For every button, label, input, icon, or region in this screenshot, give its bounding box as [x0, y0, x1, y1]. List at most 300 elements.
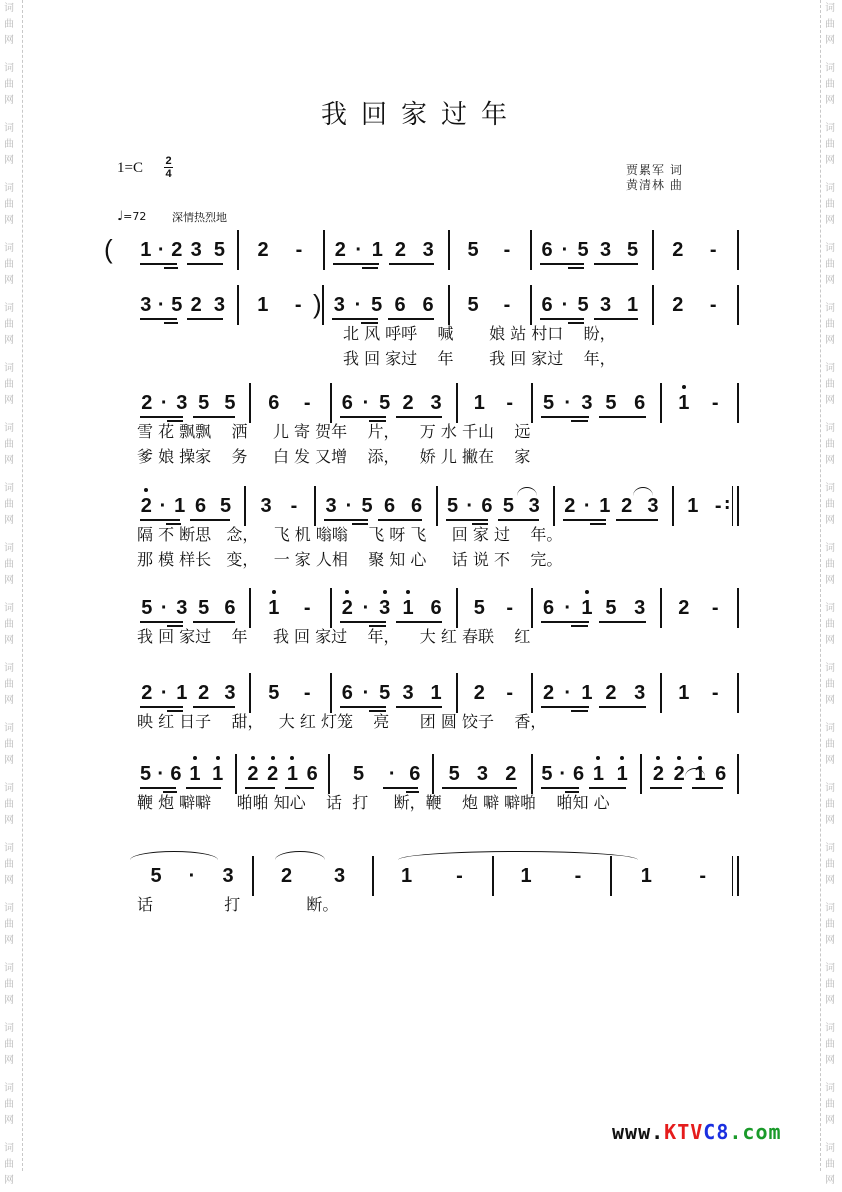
note: 1	[678, 682, 690, 704]
note: 5	[379, 392, 391, 414]
beam-underline	[599, 706, 647, 708]
augmentation-dot: ·	[160, 392, 168, 414]
note: 3	[224, 682, 236, 704]
note: 2	[171, 239, 183, 261]
note: 3	[140, 294, 152, 316]
dash: -	[303, 597, 311, 619]
beam-underline	[332, 318, 378, 320]
watermark-text: 词 曲 网	[4, 183, 14, 226]
dash: -	[711, 392, 719, 414]
watermark-text: 词 曲 网	[825, 363, 835, 406]
note: 5	[448, 763, 460, 785]
barline	[660, 588, 662, 628]
note: 2	[140, 495, 152, 517]
augmentation-dot: ·	[188, 865, 196, 887]
lyric-line: 我 回 家过 年 我 回 家过 年， 大 红 春联 红	[137, 627, 531, 646]
beam-underline	[594, 318, 638, 320]
barline	[640, 754, 642, 794]
note: 3	[402, 682, 414, 704]
octave-dot	[698, 756, 702, 760]
watermark-text: 词 曲 网	[4, 483, 14, 526]
barline	[553, 486, 555, 526]
note: 1	[140, 239, 152, 261]
augmentation-dot: ·	[466, 495, 474, 517]
dash: -	[714, 495, 722, 517]
beam-underline	[389, 263, 435, 265]
note: 5	[268, 682, 280, 704]
barline	[737, 588, 739, 628]
slur-arc	[275, 851, 325, 860]
beam-underline	[193, 416, 236, 418]
beam-underline	[340, 706, 386, 708]
barline	[672, 486, 674, 526]
dash: -	[290, 495, 298, 517]
dash: -	[503, 294, 511, 316]
barline	[530, 285, 532, 325]
note: 3	[333, 865, 346, 887]
augmentation-dot: ·	[355, 239, 363, 261]
barline	[531, 588, 533, 628]
note: 6	[341, 682, 353, 704]
note: 1	[581, 597, 593, 619]
augmentation-dot: ·	[345, 495, 353, 517]
beam-underline	[650, 787, 682, 789]
lyric-line: 雪 花 飘飘 洒 儿 寄 贺年 片， 万 水 千山 远	[137, 422, 531, 441]
note: 2	[505, 763, 517, 785]
note: 6	[409, 763, 421, 785]
barline	[237, 230, 239, 270]
note: 6	[306, 763, 318, 785]
barline	[235, 754, 237, 794]
augmentation-dot: ·	[561, 239, 569, 261]
note: 1	[687, 495, 699, 517]
augmentation-dot: ·	[362, 392, 370, 414]
beam-underline-2	[571, 625, 588, 627]
augmentation-dot: ·	[160, 597, 168, 619]
barline	[372, 856, 374, 896]
note: 1	[286, 763, 298, 785]
dash: -	[711, 682, 719, 704]
note: 1	[694, 763, 706, 785]
repeat-sign: :	[724, 494, 731, 513]
dash: -	[303, 682, 311, 704]
watermark-text: 词 曲 网	[4, 963, 14, 1006]
augmentation-dot: ·	[564, 682, 572, 704]
note: 2	[190, 294, 202, 316]
note: 1	[626, 294, 639, 316]
beam-underline	[140, 263, 177, 265]
barline	[244, 486, 246, 526]
note: 5	[361, 495, 373, 517]
watermark-text: 词 曲 网	[4, 243, 14, 286]
augmentation-dot: ·	[388, 763, 396, 785]
beam-underline	[541, 416, 589, 418]
note: 5	[198, 597, 210, 619]
watermark-text: 词 曲 网	[4, 1143, 14, 1186]
note: 3	[599, 294, 612, 316]
beam-underline	[285, 787, 315, 789]
barline	[249, 588, 251, 628]
watermark-text: 词 曲 网	[825, 183, 835, 226]
note: 1	[616, 763, 628, 785]
note: 5	[140, 763, 152, 785]
beam-underline	[589, 787, 627, 789]
note: 3	[528, 495, 540, 517]
note: 5	[577, 239, 589, 261]
barline	[249, 383, 251, 423]
beam-underline	[541, 706, 589, 708]
watermark-text: 词 曲 网	[825, 243, 835, 286]
lyric-line: 那 模 样长 变， 一 家 人相 聚 知 心 话 说 不 完。	[137, 550, 563, 569]
watermark-text: 词 曲 网	[4, 363, 14, 406]
credits	[626, 163, 683, 193]
beam-underline-2	[164, 267, 178, 269]
beam-underline	[187, 263, 224, 265]
beam-underline	[186, 787, 222, 789]
slur-arc	[130, 851, 218, 860]
lyric-line: 映 红 日子 甜， 大 红 灯笼 亮 团 圆 饺子 香，	[137, 712, 547, 731]
note: 1	[581, 682, 593, 704]
octave-dot	[290, 756, 294, 760]
barline	[652, 285, 654, 325]
barline	[252, 856, 254, 896]
note: 3	[190, 239, 202, 261]
beam-underline	[692, 787, 724, 789]
site-logo-part: KTV	[664, 1120, 704, 1144]
watermark-text: 词 曲 网	[825, 783, 835, 826]
augmentation-dot: ·	[157, 239, 165, 261]
note: 3	[325, 495, 337, 517]
site-logo-part: C8	[703, 1120, 730, 1144]
note: 2	[334, 239, 346, 261]
watermark-text: 词 曲 网	[825, 543, 835, 586]
note: 5	[352, 763, 365, 785]
note: 2	[673, 763, 685, 785]
watermark-text: 词 曲 网	[4, 303, 14, 346]
note: 6	[541, 239, 553, 261]
octave-dot	[383, 590, 387, 594]
beam-underline	[378, 519, 422, 521]
note: 1	[176, 682, 188, 704]
barline	[660, 673, 662, 713]
beam-underline	[442, 787, 517, 789]
note: 5	[371, 294, 383, 316]
augmentation-dot: ·	[159, 495, 167, 517]
note: 6	[268, 392, 280, 414]
beam-underline	[540, 318, 584, 320]
watermark-text: 词 曲 网	[4, 63, 14, 106]
note: 2	[257, 239, 269, 261]
beam-underline	[563, 519, 606, 521]
augmentation-dot: ·	[362, 682, 370, 704]
note: 5	[467, 294, 479, 316]
composer-credit: 黄清林 曲	[626, 178, 683, 192]
note: 2	[341, 597, 353, 619]
octave-dot	[193, 756, 197, 760]
note: 2	[198, 682, 210, 704]
lyric-line: 我 回 家过 年 我 回 家过 年，	[343, 349, 616, 368]
watermark-text: 词 曲 网	[825, 843, 835, 886]
note: 6	[194, 495, 207, 517]
beam-underline-2	[590, 523, 606, 525]
augmentation-dot: ·	[160, 682, 168, 704]
beam-underline	[340, 416, 386, 418]
site-logo	[612, 1120, 782, 1144]
note: 5	[467, 239, 479, 261]
beam-underline-2	[362, 267, 379, 269]
barline	[456, 673, 458, 713]
barline	[737, 856, 739, 896]
augmentation-dot: ·	[583, 495, 591, 517]
note: 3	[599, 239, 612, 261]
note: 6	[170, 763, 182, 785]
augmentation-dot: ·	[564, 392, 572, 414]
close-parenthesis: )	[313, 289, 322, 319]
beam-underline	[245, 787, 275, 789]
note: 5	[605, 597, 617, 619]
barline	[249, 673, 251, 713]
note: 5	[543, 392, 555, 414]
note: 6	[634, 392, 646, 414]
barline	[737, 285, 739, 325]
barline	[652, 230, 654, 270]
watermark-text: 词 曲 网	[825, 1143, 835, 1186]
barline	[330, 673, 332, 713]
note: 1	[520, 865, 532, 887]
augmentation-dot: ·	[157, 763, 165, 785]
octave-dot	[682, 385, 686, 389]
barline	[432, 754, 434, 794]
barline	[737, 383, 739, 423]
time-top: 2	[165, 155, 172, 167]
note: 2	[394, 239, 406, 261]
beam-underline	[599, 621, 647, 623]
barline	[737, 754, 739, 794]
beam-underline	[140, 416, 183, 418]
site-logo-part: .com	[729, 1120, 782, 1144]
barline	[330, 588, 332, 628]
dash: -	[506, 392, 514, 414]
note: 2	[267, 763, 279, 785]
note: 1	[640, 865, 652, 887]
barline	[531, 383, 533, 423]
note: 6	[573, 763, 585, 785]
beam-underline-2	[571, 420, 588, 422]
note: 2	[247, 763, 259, 785]
lyric-line: 隔 不 断思 念， 飞 机 嗡嗡 飞 呀 飞 回 家 过 年。	[137, 525, 563, 544]
note: 5	[198, 392, 210, 414]
note: 6	[715, 763, 727, 785]
watermark-text: 词 曲 网	[4, 663, 14, 706]
note: 5	[379, 682, 391, 704]
beam-underline	[190, 519, 230, 521]
site-logo-part: www.	[612, 1120, 665, 1144]
octave-dot	[596, 756, 600, 760]
left-watermark-strip	[0, 0, 23, 1186]
barline	[436, 486, 438, 526]
watermark-text: 词 曲 网	[4, 603, 14, 646]
watermark-text: 词 曲 网	[825, 723, 835, 766]
octave-dot	[656, 756, 660, 760]
lyricist-credit: 贾累军 词	[626, 163, 683, 177]
beam-underline	[446, 519, 488, 521]
augmentation-dot: ·	[362, 597, 370, 619]
open-parenthesis: (	[104, 234, 113, 264]
barline	[610, 856, 612, 896]
note: 5	[224, 392, 236, 414]
barline	[322, 285, 324, 325]
beam-underline	[540, 263, 584, 265]
beam-underline	[396, 416, 442, 418]
dash: -	[294, 294, 302, 316]
barline	[237, 285, 239, 325]
augmentation-dot: ·	[157, 294, 165, 316]
watermark-text: 词 曲 网	[4, 843, 14, 886]
barline	[531, 673, 533, 713]
lyric-line: 话 打 断。	[137, 895, 339, 914]
beam-underline	[324, 519, 368, 521]
tempo-value: =72	[123, 210, 147, 223]
beam-underline	[383, 787, 418, 789]
octave-dot	[406, 590, 410, 594]
watermark-text: 词 曲 网	[825, 1083, 835, 1126]
octave-dot	[144, 488, 148, 492]
barline	[323, 230, 325, 270]
note: 3	[176, 392, 188, 414]
beam-underline	[187, 318, 224, 320]
barline	[330, 383, 332, 423]
barline	[456, 588, 458, 628]
barline	[737, 673, 739, 713]
note: 1	[189, 763, 201, 785]
note: 2	[280, 865, 293, 887]
octave-dot	[585, 590, 589, 594]
note: 5	[502, 495, 514, 517]
note: 2	[564, 495, 576, 517]
note: 5	[171, 294, 183, 316]
note: 2	[402, 392, 414, 414]
note: 3	[176, 597, 188, 619]
note: 5	[626, 239, 639, 261]
note: 1	[599, 495, 611, 517]
beam-underline	[140, 318, 177, 320]
note: 3	[634, 682, 646, 704]
lyric-line: 北 风 呼呼 喊 娘 站 村口 盼，	[343, 324, 616, 343]
time-bottom: 4	[165, 168, 172, 180]
watermark-text: 词 曲 网	[4, 903, 14, 946]
note: 5	[213, 239, 225, 261]
dash: -	[709, 239, 717, 261]
watermark-text: 词 曲 网	[825, 1023, 835, 1066]
beam-underline	[498, 519, 540, 521]
beam-underline	[333, 263, 379, 265]
barline	[530, 230, 532, 270]
augmentation-dot: ·	[564, 597, 572, 619]
note: 3	[647, 495, 659, 517]
note: 6	[430, 597, 442, 619]
octave-dot	[345, 590, 349, 594]
watermark-text: 词 曲 网	[4, 723, 14, 766]
watermark-text: 词 曲 网	[4, 1083, 14, 1126]
note: 5	[219, 495, 232, 517]
note: 2	[678, 597, 690, 619]
note: 1	[174, 495, 186, 517]
note: 3	[634, 597, 646, 619]
note: 1	[678, 392, 690, 414]
key-signature: 1=C	[117, 160, 143, 176]
quarter-note-icon: ♩	[117, 209, 124, 224]
note: 6	[481, 495, 493, 517]
note: 6	[394, 294, 406, 316]
note: 2	[473, 682, 485, 704]
dash: -	[295, 239, 303, 261]
watermark-text: 词 曲 网	[4, 543, 14, 586]
beam-underline	[140, 519, 180, 521]
beam-underline	[616, 519, 659, 521]
barline	[660, 383, 662, 423]
watermark-text: 词 曲 网	[825, 423, 835, 466]
barline	[531, 754, 533, 794]
beam-underline	[541, 787, 579, 789]
barline	[737, 486, 739, 526]
note: 6	[383, 495, 396, 517]
beam-underline	[541, 621, 589, 623]
lyric-line: 鞭 炮 噼噼 啪啪 知心 话 打 断，鞭 炮 噼 噼啪 啪知 心	[137, 793, 610, 812]
watermark-text: 词 曲 网	[825, 663, 835, 706]
note: 1	[592, 763, 604, 785]
dash: -	[699, 865, 707, 887]
note: 1	[371, 239, 383, 261]
beam-underline	[340, 621, 386, 623]
barline	[492, 856, 494, 896]
note: 5	[577, 294, 589, 316]
dash: -	[506, 682, 514, 704]
note: 5	[541, 763, 553, 785]
watermark-text: 词 曲 网	[825, 303, 835, 346]
octave-dot	[251, 756, 255, 760]
note: 2	[652, 763, 664, 785]
note: 1	[268, 597, 280, 619]
dash: -	[709, 294, 717, 316]
note: 2	[672, 294, 684, 316]
octave-dot	[620, 756, 624, 760]
dash: -	[506, 597, 514, 619]
note: 3	[476, 763, 489, 785]
note: 3	[222, 865, 234, 887]
note: 2	[672, 239, 684, 261]
lyric-line: 爹 娘 操家 务 白 发 又增 添， 娇 儿 撇在 家	[137, 447, 531, 466]
watermark-text: 词 曲 网	[4, 3, 14, 46]
watermark-text: 词 曲 网	[825, 903, 835, 946]
octave-dot	[272, 590, 276, 594]
barline	[448, 285, 450, 325]
note: 5	[141, 597, 153, 619]
beam-underline	[388, 318, 434, 320]
beam-underline-2	[568, 267, 584, 269]
beam-underline	[396, 706, 442, 708]
note: 3	[581, 392, 593, 414]
watermark-text: 词 曲 网	[4, 783, 14, 826]
right-watermark-strip	[820, 0, 842, 1186]
watermark-text: 词 曲 网	[4, 1023, 14, 1066]
beam-underline	[599, 416, 647, 418]
note: 2	[543, 682, 555, 704]
note: 3	[213, 294, 225, 316]
note: 1	[402, 597, 414, 619]
note: 6	[410, 495, 423, 517]
note: 1	[430, 682, 442, 704]
watermark-text: 词 曲 网	[825, 603, 835, 646]
